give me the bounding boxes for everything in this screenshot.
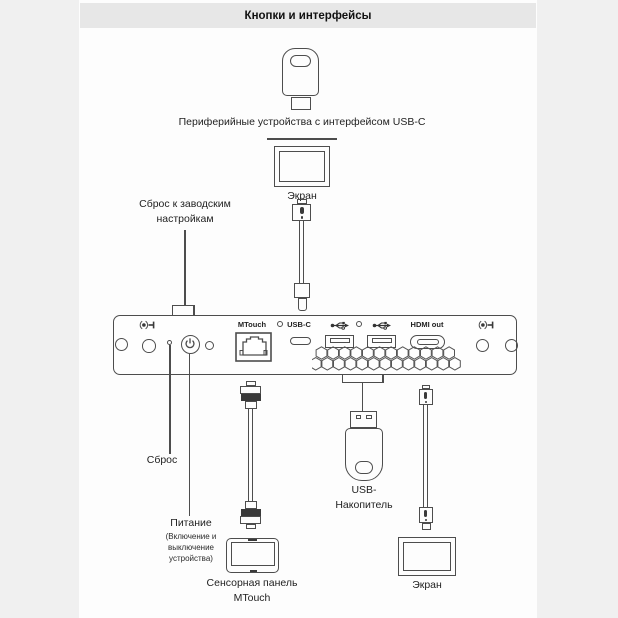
usb-storage-label-line2: Накопитель xyxy=(335,499,393,511)
hdmi-plug-top-dot xyxy=(425,401,427,403)
usba-port-1-tongue xyxy=(330,338,350,343)
usb-bracket-stem xyxy=(362,383,363,411)
factory-reset-stem xyxy=(184,230,185,305)
screw-hole-right-edge xyxy=(505,339,518,352)
mtouch-port-label: MTouch xyxy=(237,319,267,329)
peripherals-label: Периферийные устройства с интерфейсом USB-C xyxy=(178,116,426,128)
power-note-line3: устройства) xyxy=(169,554,213,563)
monitor-bottom-screen xyxy=(403,542,451,571)
usbc-dongle-connector xyxy=(291,97,311,110)
factory-reset-label xyxy=(125,197,245,227)
divider-line xyxy=(267,138,337,140)
power-callout-line xyxy=(189,354,190,516)
rj45-plug-bottom-head xyxy=(240,516,261,524)
connector-mark xyxy=(300,207,304,214)
flash-drive-plug-hole-2 xyxy=(366,415,372,419)
usba-port-2-tongue xyxy=(372,338,392,343)
rj45-plug-top-band xyxy=(241,394,261,401)
hdmi-cable xyxy=(423,405,428,507)
usbc-dongle-slot xyxy=(290,55,311,67)
touch-panel-camera-dash xyxy=(248,539,257,541)
rj45-plug-bottom-clip xyxy=(246,524,256,529)
touch-panel-label xyxy=(192,576,312,606)
flash-drive-slot xyxy=(355,461,373,474)
factory-reset-line1: Сброс к заводским xyxy=(139,198,231,210)
usbc-port-label: USB-C xyxy=(287,319,311,329)
bracket-leg-right xyxy=(193,305,194,316)
usb-storage-label-line1: USB- xyxy=(351,484,377,496)
usb-icon xyxy=(372,321,391,330)
hdmi-plug-top-mark xyxy=(424,392,427,399)
ventilation-hex-grid xyxy=(312,346,464,371)
hdmi-plug-bottom-dot xyxy=(425,519,427,521)
usbc-port xyxy=(290,337,311,346)
flash-drive-plug-hole-1 xyxy=(356,415,362,419)
reset-pinhole xyxy=(167,340,172,345)
usbc-indicator-circle xyxy=(277,321,283,327)
led-indicator xyxy=(205,341,214,350)
power-note-line2: выключение xyxy=(167,543,215,552)
rj45-plug-top-head xyxy=(240,386,261,394)
rj45-plug-bottom-band xyxy=(241,509,261,516)
header-bar xyxy=(80,3,536,28)
screen-bottom-label: Экран xyxy=(412,579,442,591)
rj45-plug-bottom-shank xyxy=(245,501,257,509)
screen-cable xyxy=(299,221,305,283)
mtouch-rj45-port xyxy=(235,332,272,362)
screw-hole-left xyxy=(142,339,156,353)
touch-panel-label-line1: Сенсорная панель xyxy=(206,577,298,589)
reset-label: Сброс xyxy=(146,454,178,466)
power-note-line1: (Включение и xyxy=(165,532,217,541)
screw-hole-right xyxy=(476,339,489,352)
screw-hole-left-edge xyxy=(115,338,128,351)
hdmi-plug-bottom-mark xyxy=(424,510,427,517)
power-icon xyxy=(182,336,198,352)
hdmi-plug-bottom-tip xyxy=(422,523,431,530)
reset-callout-line xyxy=(169,345,170,454)
screen-top-label: Экран xyxy=(287,190,317,202)
usb-storage-label xyxy=(324,483,404,513)
connector-dot xyxy=(301,216,304,219)
bracket-leg-left xyxy=(172,305,173,316)
flash-drive-plug xyxy=(350,411,377,428)
touch-panel-screen xyxy=(231,542,275,566)
page-title: Кнопки и интерфейсы xyxy=(244,9,372,22)
power-label: Питание xyxy=(170,517,212,529)
security-slot-icon xyxy=(138,319,156,331)
usb-indicator-circle xyxy=(356,321,362,327)
ethernet-cable xyxy=(248,408,253,501)
hdmi-port-tongue xyxy=(417,339,439,345)
touch-panel-label-line2: MTouch xyxy=(233,592,271,604)
power-note xyxy=(159,531,223,564)
security-slot-icon xyxy=(477,319,495,331)
usb-icon xyxy=(330,321,349,330)
hdmi-port-label: HDMI out xyxy=(410,319,444,329)
monitor-top-screen xyxy=(279,151,325,182)
touch-panel-base-dash xyxy=(250,570,257,573)
factory-reset-bracket xyxy=(172,305,195,306)
usbc-plug-body xyxy=(294,283,310,298)
usbc-plug-tip xyxy=(298,298,307,311)
power-button xyxy=(181,335,200,354)
factory-reset-line2: настройкам xyxy=(156,213,214,225)
